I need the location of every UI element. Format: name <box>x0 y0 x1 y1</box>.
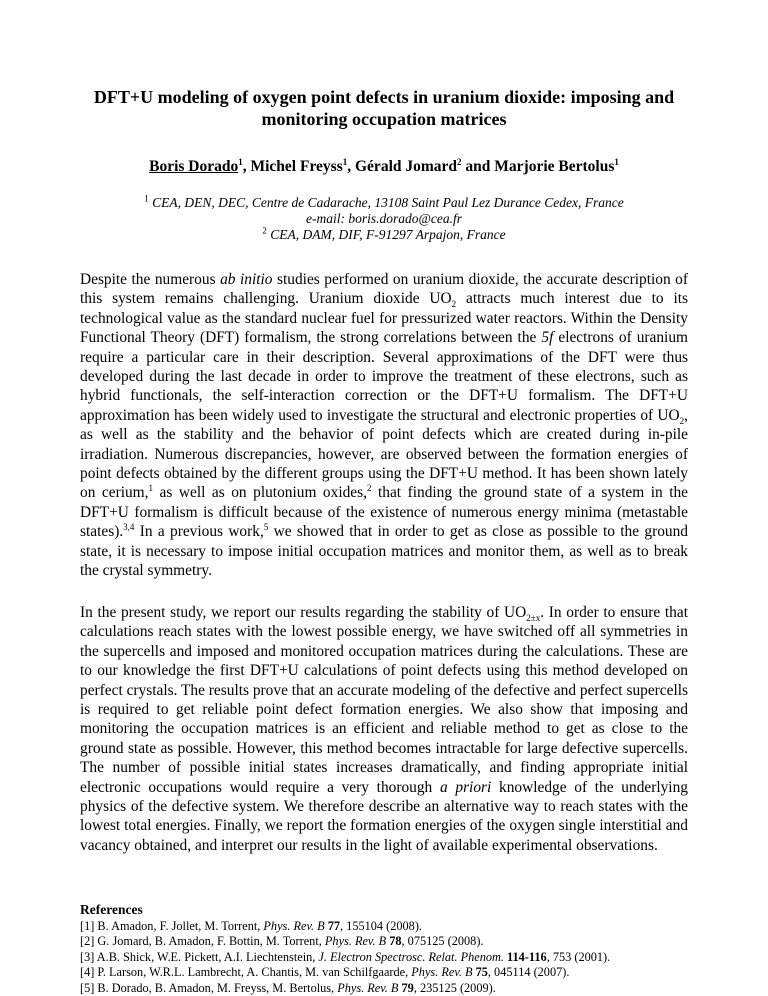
affiliation-2 <box>80 226 688 243</box>
abstract-paragraph-1 <box>80 270 688 581</box>
author-name: Michel Freyss <box>250 158 343 175</box>
reference-number: [3] <box>80 949 95 964</box>
reference-authors: B. Dorado, B. Amadon, M. Freyss, M. Bertolus, <box>97 980 335 995</box>
reference-details: , 045114 (2007). <box>487 965 570 980</box>
reference-item <box>80 965 688 980</box>
author-name: Marjorie Bertolus <box>494 158 615 175</box>
reference-number: [4] <box>80 965 95 980</box>
affiliation-mark: 2 <box>262 225 267 236</box>
reference-details: , 753 (2001). <box>546 949 611 964</box>
affiliation-text: CEA, DEN, DEC, Centre de Cadarache, 13108 Saint Paul Lez Durance Cedex, France <box>152 195 624 210</box>
text-run: we showed that in order to get as close as possible to the ground state, it is necessary to impose initial occupation matrices and monitor them, as well as to break the crystal symmetry. <box>80 523 688 580</box>
text-run: knowledge of the underlying physics of the defective system. We therefore describe an alternative way to reach states with the lowest total energies. Finally, we report the formation energies of the oxygen single interstitial and vacancy obtained, and interpret our results in the light of available experimental observations. <box>80 778 688 854</box>
author-conjunction: and <box>465 158 491 175</box>
reference-authors: B. Amadon, F. Jollet, M. Torrent, <box>97 919 261 933</box>
author-list: Boris Dorado$^1$, Michel Freyss$^1$, Gérald Jomard$^2$ and Marjorie Bertolus$^1$ <box>149 156 619 175</box>
text-run: . In order to ensure that calculations reach states with the lowest possible energy, we have switched off all symmetries in the supercells and imposed and monitored occupation matrices during the calculations. These are to our knowledge the first DFT+U calculations of point defects using this method developed on perfect crystals. The results prove that an accurate modeling of the defective and perfect supercells is required to get reliable point defect formation energies. We also show that imposing and monitoring the occupation matrices is an efficient and reliable method to get as close to the ground state as possible. However, this method becomes intractable for large defective supercells. The number of possible initial states increases dramatically, and finding appropriate initial electronic occupations would require a very thorough <box>80 604 688 796</box>
author-affiliation-mark: 2 <box>457 156 462 167</box>
citation-mark: 3,4 <box>123 522 135 533</box>
italic-text: ab initio <box>220 271 273 288</box>
presenting-author: Boris Dorado <box>149 158 239 175</box>
reference-authors: P. Larson, W.R.L. Lambrecht, A. Chantis, M. van Schilfgaarde, <box>97 965 409 980</box>
reference-volume: 75 <box>475 965 488 980</box>
reference-journal: Phys. Rev. B <box>411 965 473 980</box>
subscript: 2 <box>679 415 685 426</box>
reference-journal: Phys. Rev. B <box>337 980 399 995</box>
contact-email: e-mail: boris.dorado@cea.fr <box>305 211 463 226</box>
reference-item <box>80 919 688 934</box>
reference-list <box>80 919 688 996</box>
reference-volume: 79 <box>401 980 414 995</box>
author-affiliation-mark: 1 <box>342 156 348 167</box>
text-run: Despite the numerous <box>80 271 216 288</box>
reference-authors: A.B. Shick, W.E. Pickett, A.I. Liechtenstein, <box>96 949 316 964</box>
reference-details: , 235125 (2009). <box>413 980 496 995</box>
text-run: In the present study, we report our results regarding the stability of UO <box>80 604 527 621</box>
reference-journal: J. Electron Spectrosc. Relat. Phenom. <box>318 949 504 964</box>
reference-journal: Phys. Rev. B <box>324 934 387 949</box>
affiliation-text: CEA, DAM, DIF, F-91297 Arpajon, France <box>270 227 506 242</box>
text-run: that finding the ground state of a system in the DFT+U formalism is difficult because of the existence of numerous energy minima (metastable states). <box>80 484 688 541</box>
text-run: studies performed on uranium dioxide, the accurate description of this system remains challenging. Uranium dioxide UO <box>80 271 688 308</box>
reference-number: [2] <box>80 934 95 949</box>
affiliation-1 <box>80 194 688 211</box>
reference-item <box>80 950 688 965</box>
text-run: attracts much interest due to its technological value as the standard nuclear fuel for pressurized water reactors. Within the Density Functional Theory (DFT) formalism, the strong correlations between the <box>80 290 688 347</box>
reference-number: [5] <box>80 980 95 995</box>
subscript: 2±x <box>526 613 541 624</box>
author-affiliation-mark: 1 <box>238 156 243 167</box>
reference-journal: Phys. Rev. B <box>263 919 325 933</box>
citation-mark: 1 <box>148 483 153 494</box>
text-run: , as well as the stability and the behavior of point defects which are created during in-pile irradiation. Numerous discrepancies, however, are observed between the formation energies of point defects obtained by the different groups using the DFT+U method. It has been shown lately on cerium, <box>80 406 688 502</box>
text-run: In a previous work, <box>139 523 264 541</box>
text-run: electrons of uranium require a particular care in their description. Several approximations of the DFT were thus developed during the last decade in order to improve the treatment of these electrons, such as hybrid functionals, the self-interaction correction or the DFT+U formalism. The DFT+U approximation has been widely used to investigate the structural and electronic properties of UO <box>80 329 689 424</box>
reference-volume: 77 <box>327 919 341 933</box>
reference-details: , 075125 (2008). <box>401 934 484 949</box>
references-heading: References <box>80 902 143 917</box>
reference-number: [1] <box>80 919 95 933</box>
reference-details: , 155104 (2008). <box>340 919 423 933</box>
reference-volume: 78 <box>389 934 402 949</box>
affiliation-mark: 1 <box>144 193 149 204</box>
subscript: 2 <box>451 299 457 310</box>
paper-title: DFT+U modeling of oxygen point defects in uranium dioxide: imposing and monitoring occupation matrices <box>93 87 675 129</box>
reference-authors: G. Jomard, B. Amadon, F. Bottin, M. Torrent, <box>97 934 322 949</box>
citation-mark: 5 <box>263 522 269 533</box>
author-name: Gérald Jomard <box>355 158 458 175</box>
italic-text: 5f <box>541 329 554 347</box>
abstract-paragraph-2 <box>80 603 688 855</box>
reference-volume: 114-116 <box>507 949 547 964</box>
text-run: as well as on plutonium oxides, <box>159 484 367 502</box>
reference-item <box>80 934 688 949</box>
italic-text: a priori <box>439 778 492 796</box>
author-affiliation-mark: 1 <box>614 156 619 167</box>
citation-mark: 2 <box>366 483 372 494</box>
